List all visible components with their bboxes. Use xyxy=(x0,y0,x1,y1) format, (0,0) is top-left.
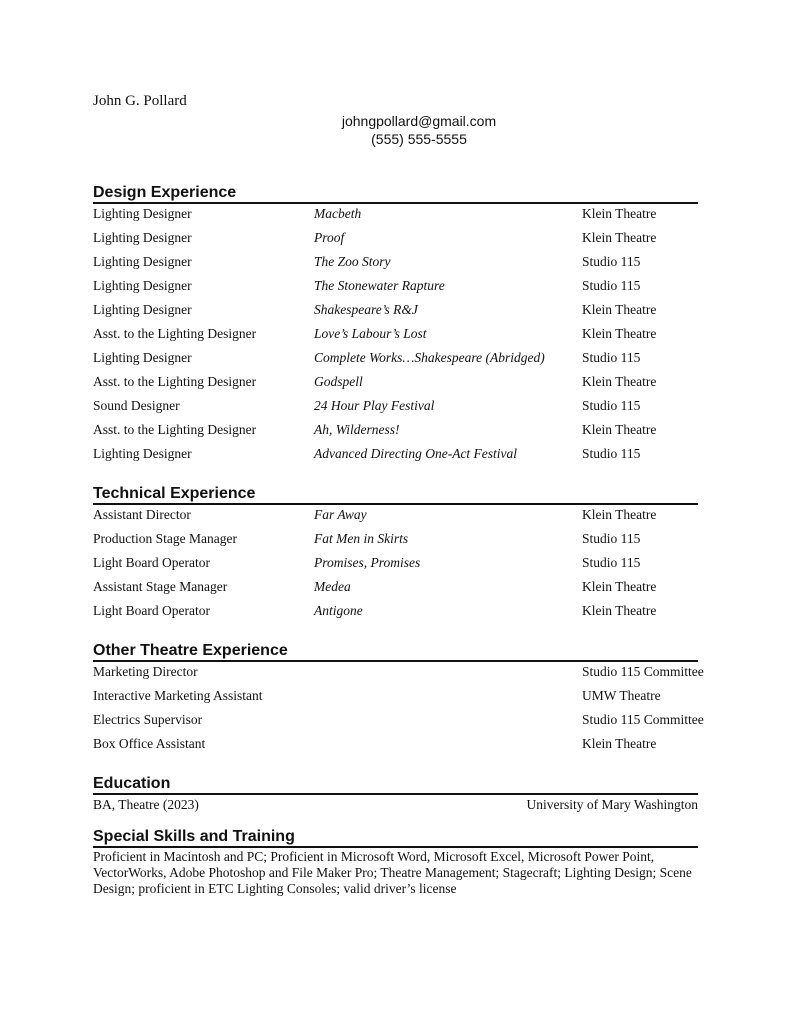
venue-text: Klein Theatre xyxy=(582,302,657,317)
venue-text: UMW Theatre xyxy=(582,688,661,703)
production-title: Proof xyxy=(314,230,345,245)
venue-text: Klein Theatre xyxy=(582,736,657,751)
role-text: Lighting Designer xyxy=(93,446,192,461)
venue-text: Studio 115 xyxy=(582,531,641,546)
role-text: Asst. to the Lighting Designer xyxy=(93,374,257,389)
role-text: Box Office Assistant xyxy=(93,736,206,751)
technical-rows xyxy=(93,505,698,625)
contact-block xyxy=(93,112,745,148)
role-text: Light Board Operator xyxy=(93,603,210,618)
other-rows xyxy=(93,662,704,758)
venue-text: Klein Theatre xyxy=(582,374,657,389)
venue-text: Studio 115 xyxy=(582,350,641,365)
production-title: Medea xyxy=(314,579,351,594)
experience-row xyxy=(93,276,698,300)
experience-row xyxy=(93,662,704,686)
production-title: Shakespeare’s R&J xyxy=(314,302,418,317)
section-heading: Other Theatre Experience xyxy=(93,641,698,662)
role-text: Assistant Stage Manager xyxy=(93,579,228,594)
production-title: 24 Hour Play Festival xyxy=(314,398,435,413)
experience-row xyxy=(93,686,698,710)
skills-section xyxy=(93,827,698,897)
venue-text: Klein Theatre xyxy=(582,206,657,221)
experience-row xyxy=(93,348,698,372)
degree-text: BA, Theatre (2023) xyxy=(93,797,199,812)
venue-text: Studio 115 xyxy=(582,278,641,293)
school-text: University of Mary Washington xyxy=(526,797,698,812)
technical-experience-section xyxy=(93,484,698,625)
production-title: Advanced Directing One-Act Festival xyxy=(314,446,518,461)
venue-text: Studio 115 xyxy=(582,446,641,461)
phone-text: (555) 555-5555 xyxy=(371,131,467,147)
role-text: Lighting Designer xyxy=(93,278,192,293)
section-heading: Design Experience xyxy=(93,183,698,204)
role-text: Lighting Designer xyxy=(93,254,192,269)
experience-row xyxy=(93,300,698,324)
venue-text: Klein Theatre xyxy=(582,603,657,618)
role-text: Lighting Designer xyxy=(93,206,192,221)
production-title: Love’s Labour’s Lost xyxy=(314,326,427,341)
venue-text: Klein Theatre xyxy=(582,230,657,245)
experience-row xyxy=(93,601,698,625)
experience-row xyxy=(93,444,698,468)
production-title: Promises, Promises xyxy=(314,555,421,570)
other-experience-section xyxy=(93,641,704,758)
experience-row xyxy=(93,529,698,553)
production-title: The Stonewater Rapture xyxy=(314,278,445,293)
venue-text: Studio 115 Committee xyxy=(582,664,704,679)
skills-text: Proficient in Macintosh and PC; Proficient in Microsoft Word, Microsoft Excel, Microsoft Power Point, VectorWorks, Adobe Photoshop and File Maker Pro; Theatre Management; Stagecraft; Lighting Design; Scene Design; proficient in ETC Lighting Consoles; valid driver’s license xyxy=(93,849,692,896)
education-row xyxy=(93,795,698,815)
experience-row xyxy=(93,228,698,252)
email-text: johngpollard@gmail.com xyxy=(341,113,497,129)
venue-text: Studio 115 xyxy=(582,398,641,413)
role-text: Sound Designer xyxy=(93,398,180,413)
role-text: Electrics Supervisor xyxy=(93,712,203,727)
experience-row xyxy=(93,396,698,420)
experience-row xyxy=(93,553,698,577)
experience-row xyxy=(93,505,698,529)
role-text: Marketing Director xyxy=(93,664,198,679)
production-title: Fat Men in Skirts xyxy=(314,531,409,546)
section-heading: Special Skills and Training xyxy=(93,827,698,848)
section-heading: Technical Experience xyxy=(93,484,698,505)
production-title: Ah, Wilderness! xyxy=(314,422,400,437)
applicant-name: John G. Pollard xyxy=(93,93,187,109)
role-text: Lighting Designer xyxy=(93,350,192,365)
section-heading: Education xyxy=(93,774,698,795)
role-text: Asst. to the Lighting Designer xyxy=(93,326,257,341)
venue-text: Klein Theatre xyxy=(582,507,657,522)
experience-row xyxy=(93,204,698,228)
venue-text: Studio 115 xyxy=(582,254,641,269)
experience-row xyxy=(93,420,698,444)
venue-text: Klein Theatre xyxy=(582,422,657,437)
experience-row xyxy=(93,710,704,734)
production-title: Antigone xyxy=(314,603,363,618)
role-text: Interactive Marketing Assistant xyxy=(93,688,263,703)
production-title: The Zoo Story xyxy=(314,254,391,269)
production-title: Macbeth xyxy=(314,206,362,221)
production-title: Complete Works…Shakespeare (Abridged) xyxy=(314,350,545,365)
education-section xyxy=(93,774,698,815)
venue-text: Klein Theatre xyxy=(582,326,657,341)
role-text: Lighting Designer xyxy=(93,230,192,245)
experience-row xyxy=(93,372,698,396)
venue-text: Klein Theatre xyxy=(582,579,657,594)
production-title: Godspell xyxy=(314,374,363,389)
experience-row xyxy=(93,577,698,601)
role-text: Assistant Director xyxy=(93,507,191,522)
design-experience-section xyxy=(93,183,698,468)
experience-row xyxy=(93,252,698,276)
design-rows xyxy=(93,204,698,468)
role-text: Lighting Designer xyxy=(93,302,192,317)
experience-row xyxy=(93,324,698,348)
venue-text: Studio 115 xyxy=(582,555,641,570)
role-text: Light Board Operator xyxy=(93,555,210,570)
role-text: Asst. to the Lighting Designer xyxy=(93,422,257,437)
production-title: Far Away xyxy=(314,507,367,522)
role-text: Production Stage Manager xyxy=(93,531,237,546)
venue-text: Studio 115 Committee xyxy=(582,712,704,727)
experience-row xyxy=(93,734,698,758)
